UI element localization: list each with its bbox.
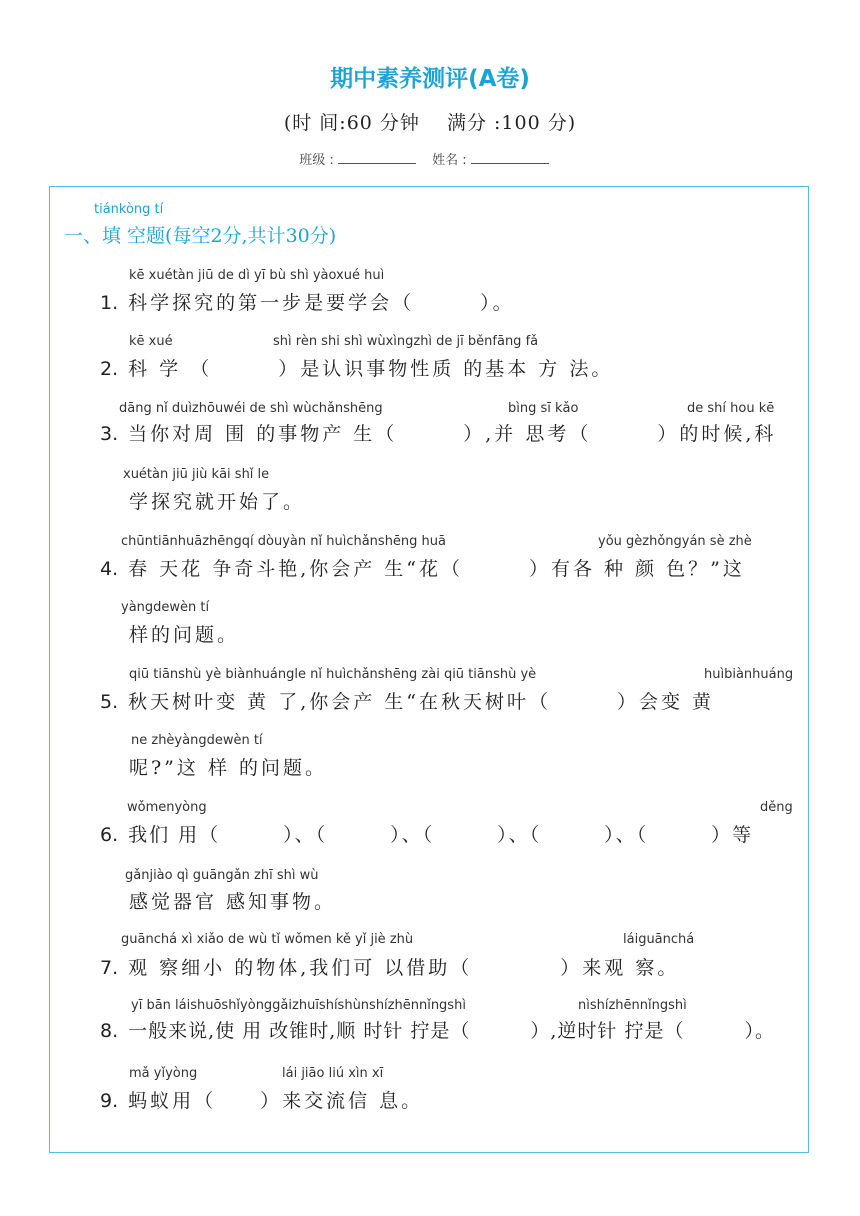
question-text: 观 察细小 的物体,我们可 以借助（ ）来观 察。 [128, 957, 680, 979]
q2-pinyin: kē xué [129, 334, 173, 349]
question-text: 春 天花 争奇斗艳,你会产 生“花（ ）有各 种 颜 色？”这 [128, 558, 745, 580]
q8-pinyin: nìshízhēnnǐngshì [578, 998, 687, 1013]
exam-info: (时 间:60 分钟 满分 :100 分) [283, 112, 577, 134]
q9-pinyin: mǎ yǐyòng [129, 1066, 198, 1081]
q4-pinyin: chūntiānhuāzhēngqí dòuyàn nǐ huìchǎnshēng huā [121, 534, 446, 549]
question-5-cont: 呢?”这 样 的问题。 [129, 757, 327, 779]
question-number: 9. [100, 1090, 119, 1112]
question-6-cont: 感觉器官 感知事物。 [129, 891, 337, 913]
question-text: 秋天树叶变 黄 了,你会产 生“在秋天树叶（ ）会变 黄 [128, 691, 715, 713]
question-2 [100, 354, 613, 381]
question-1 [100, 288, 515, 315]
q2-pinyin: shì rèn shi shì wùxìngzhì de jī běnfāng fǎ [273, 334, 539, 349]
question-3 [100, 419, 776, 446]
section-title: 一、填 空题(每空2分,共计30分) [64, 225, 337, 247]
q1-pinyin: kē xuétàn jiū de dì yī bù shì yàoxué huì [129, 268, 385, 283]
page-title: 期中素养测评(A卷) [330, 66, 530, 92]
q5-pinyin: ne zhèyàngdewèn tí [131, 733, 263, 748]
question-number: 1. [100, 292, 119, 314]
question-text: 科 学 （ ）是认识事物性质 的基本 方 法。 [128, 358, 614, 380]
question-number: 2. [100, 358, 119, 380]
question-number: 5. [100, 691, 119, 713]
question-5 [100, 687, 714, 714]
name-label: 姓名 : [432, 153, 467, 168]
q7-pinyin: guānchá xì xiǎo de wù tǐ wǒmen kě yǐ jiè zhù [121, 932, 414, 947]
question-3-cont: 学探究就开始了。 [129, 491, 306, 513]
question-6 [100, 820, 753, 847]
q6-pinyin: děng [760, 800, 793, 815]
name-blank[interactable] [471, 151, 549, 164]
question-9 [100, 1086, 423, 1113]
question-number: 4. [100, 558, 119, 580]
q3-pinyin: dāng nǐ duìzhōuwéi de shì wùchǎnshēng [119, 401, 383, 416]
question-text: 当你对周 围 的事物产 生（ ）,并 思考（ ）的时候,科 [128, 423, 777, 445]
question-number: 8. [100, 1020, 119, 1042]
question-text: 科学探究的第一步是要学会（ ）。 [128, 292, 515, 314]
class-label: 班级 : [299, 153, 334, 168]
q3-pinyin: bìng sī kǎo [508, 401, 579, 416]
question-text: 蚂蚁用（ ）来交流信 息。 [128, 1090, 424, 1112]
question-text: 一般来说,使 用 改锥时,顺 时针 拧是（ ）,逆时针 拧是（ ）。 [128, 1020, 775, 1042]
question-text: 我们 用（ ）、（ ）、（ ）、（ ）、（ ）等 [128, 824, 754, 846]
q5-pinyin: qiū tiānshù yè biànhuángle nǐ huìchǎnshēng zài qiū tiānshù yè [129, 667, 537, 682]
question-number: 3. [100, 423, 119, 445]
q9-pinyin: lái jiāo liú xìn xī [282, 1066, 384, 1081]
q7-pinyin: láiguānchá [623, 932, 695, 947]
student-info [0, 149, 860, 168]
q3-pinyin: xuétàn jiū jiù kāi shǐ le [123, 467, 270, 482]
q3-pinyin: de shí hou kē [687, 401, 775, 416]
question-4-cont: 样的问题。 [129, 624, 240, 646]
class-blank[interactable] [338, 151, 416, 164]
q5-pinyin: huìbiànhuáng [704, 667, 794, 682]
q4-pinyin: yǒu gèzhǒngyán sè zhè [598, 534, 752, 549]
q6-pinyin: wǒmenyòng [127, 800, 207, 815]
q8-pinyin: yī bān láishuōshǐyònggǎizhuīshíshùnshízhēnnǐngshì [131, 998, 466, 1013]
question-number: 7. [100, 957, 119, 979]
question-4 [100, 554, 745, 581]
question-8 [100, 1016, 775, 1043]
section-pinyin: tiánkòng tí [94, 202, 164, 217]
question-number: 6. [100, 824, 119, 846]
q4-pinyin: yàngdewèn tí [121, 600, 210, 615]
q6-pinyin: gǎnjiào qì guāngǎn zhī shì wù [125, 868, 319, 883]
question-7 [100, 953, 679, 980]
